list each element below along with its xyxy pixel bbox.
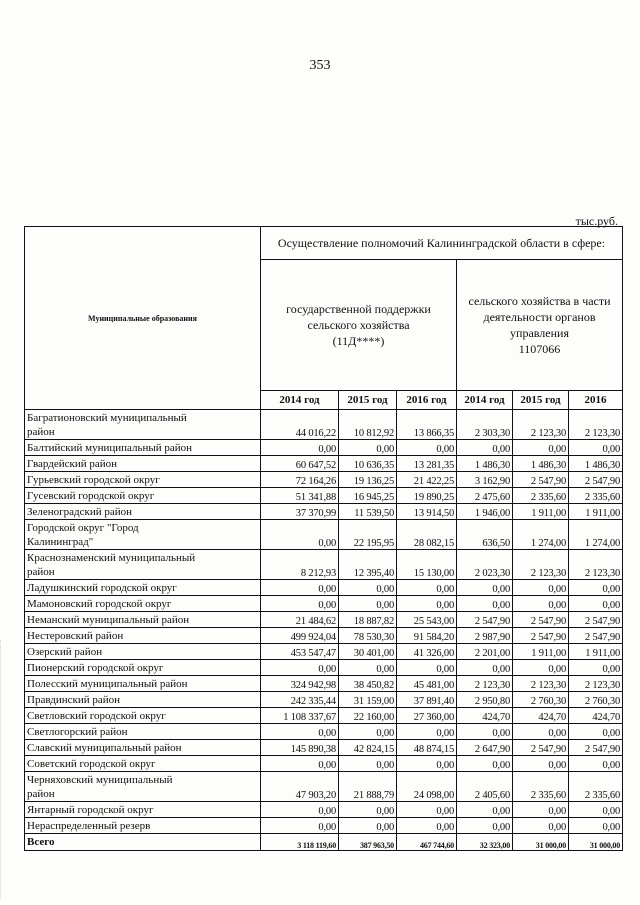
value-cell: 2 547,90 (513, 628, 569, 644)
value-cell: 1 946,00 (457, 504, 513, 520)
municipality-name-line: район (27, 425, 55, 438)
value-cell: 48 874,15 (397, 740, 457, 756)
value-cell: 0,00 (339, 660, 397, 676)
page-number: 353 (309, 58, 331, 73)
value-cell: 11 539,50 (339, 504, 397, 520)
municipality-name-line: Нестеровский район (27, 629, 124, 642)
value-cell: 72 164,26 (261, 472, 339, 488)
municipality-name-line: Городской округ "Город (27, 521, 139, 534)
value-cell: 28 082,15 (397, 520, 457, 550)
value-cell: 2 547,90 (457, 612, 513, 628)
value-cell: 2 547,90 (513, 612, 569, 628)
value-cell: 453 547,47 (261, 644, 339, 660)
value-cell: 2 547,90 (569, 740, 623, 756)
municipality-name-line: Неманский муниципальный район (27, 613, 190, 626)
value-cell: 1 486,30 (513, 456, 569, 472)
value-cell: 0,00 (513, 756, 569, 772)
table-row (25, 628, 623, 644)
municipality-name (25, 596, 261, 612)
value-cell: 2 987,90 (457, 628, 513, 644)
subsidy-header-line: государственной поддержки (286, 302, 431, 316)
municipality-name-line: Светловский городской округ (27, 709, 166, 722)
value-cell: 2 760,30 (569, 692, 623, 708)
total-row (25, 834, 623, 851)
municipality-name-line: Гвардейский район (27, 457, 117, 470)
value-cell: 0,00 (397, 660, 457, 676)
municipality-name-line: Ладушкинский городской округ (27, 581, 177, 594)
table-row (25, 660, 623, 676)
value-cell: 51 341,88 (261, 488, 339, 504)
table-row (25, 724, 623, 740)
value-cell: 0,00 (513, 724, 569, 740)
value-cell: 0,00 (397, 818, 457, 834)
value-cell: 0,00 (261, 580, 339, 596)
table-row (25, 772, 623, 802)
value-cell: 2 547,90 (569, 628, 623, 644)
table-row (25, 456, 623, 472)
value-cell: 30 401,00 (339, 644, 397, 660)
municipality-name-line: Мамоновский городской округ (27, 597, 172, 610)
table-row (25, 410, 623, 440)
municipality-name (25, 772, 261, 802)
value-cell: 424,70 (457, 708, 513, 724)
table-row (25, 472, 623, 488)
value-cell: 424,70 (569, 708, 623, 724)
value-cell: 2 123,30 (569, 550, 623, 580)
value-cell: 0,00 (397, 440, 457, 456)
value-cell: 1 486,30 (569, 456, 623, 472)
value-cell: 21 422,25 (397, 472, 457, 488)
value-cell: 0,00 (339, 440, 397, 456)
value-cell: 0,00 (397, 724, 457, 740)
year-header: 2014 год (457, 391, 513, 410)
group-header: Осуществление полномочий Калининградской области в сфере: (261, 227, 623, 260)
year-header: 2014 год (261, 391, 339, 410)
value-cell: 145 890,38 (261, 740, 339, 756)
value-cell: 2 201,00 (457, 644, 513, 660)
value-cell: 24 098,00 (397, 772, 457, 802)
table-row (25, 488, 623, 504)
year-header: 2016 год (397, 391, 457, 410)
subsidy-header-line: (11Д****) (332, 334, 385, 348)
value-cell: 31 159,00 (339, 692, 397, 708)
value-cell: 0,00 (261, 660, 339, 676)
value-cell: 27 360,00 (397, 708, 457, 724)
value-cell: 37 370,99 (261, 504, 339, 520)
value-cell: 0,00 (457, 660, 513, 676)
value-cell: 0,00 (457, 440, 513, 456)
municipality-name (25, 644, 261, 660)
value-cell: 0,00 (261, 802, 339, 818)
municipality-name-line: Советский городской округ (27, 757, 156, 770)
municipality-name-line: район (27, 565, 55, 578)
value-cell: 0,00 (339, 818, 397, 834)
subsidy-header-line: управления (510, 326, 569, 340)
unit-label: тыс.руб. (575, 214, 618, 228)
value-cell: 2 335,60 (513, 772, 569, 802)
municipality-name (25, 410, 261, 440)
value-cell: 2 950,80 (457, 692, 513, 708)
value-cell: 0,00 (339, 580, 397, 596)
year-header: 2015 год (339, 391, 397, 410)
value-cell: 0,00 (569, 802, 623, 818)
value-cell: 15 130,00 (397, 550, 457, 580)
subsidy-header-line: 1107066 (518, 342, 561, 356)
municipality-name-line: Правдинский район (27, 693, 121, 706)
value-cell: 2 647,90 (457, 740, 513, 756)
municipality-name-line: Черняховский муниципальный (27, 773, 173, 786)
value-cell: 41 326,00 (397, 644, 457, 660)
total-value-cell: 32 323,00 (457, 834, 513, 851)
value-cell: 21 888,79 (339, 772, 397, 802)
municipality-name-line: Багратионовский муниципальный (27, 411, 187, 424)
value-cell: 25 543,00 (397, 612, 457, 628)
value-cell: 0,00 (457, 724, 513, 740)
municipality-name-line: Балтийский муниципальный район (27, 441, 193, 454)
municipality-name-line: Озерский район (27, 645, 103, 658)
municipality-name (25, 612, 261, 628)
table-row (25, 504, 623, 520)
value-cell: 2 547,90 (513, 472, 569, 488)
value-cell: 0,00 (261, 756, 339, 772)
municipality-name (25, 472, 261, 488)
value-cell: 2 123,30 (457, 676, 513, 692)
value-cell: 60 647,52 (261, 456, 339, 472)
total-value-cell: 3 118 119,60 (261, 834, 339, 851)
value-cell: 10 812,92 (339, 410, 397, 440)
value-cell: 2 023,30 (457, 550, 513, 580)
value-cell: 324 942,98 (261, 676, 339, 692)
municipality-name (25, 708, 261, 724)
value-cell: 0,00 (339, 596, 397, 612)
value-cell: 47 903,20 (261, 772, 339, 802)
table-row (25, 596, 623, 612)
municipality-column-header: Муниципальные образования (25, 227, 261, 410)
value-cell: 0,00 (397, 802, 457, 818)
value-cell: 2 123,30 (513, 676, 569, 692)
value-cell: 1 108 337,67 (261, 708, 339, 724)
table-row (25, 692, 623, 708)
municipality-name-line: Полесский муниципальный район (27, 677, 188, 690)
value-cell: 13 281,35 (397, 456, 457, 472)
municipality-name (25, 692, 261, 708)
value-cell: 0,00 (339, 756, 397, 772)
value-cell: 0,00 (569, 596, 623, 612)
value-cell: 19 890,25 (397, 488, 457, 504)
subsidy-header-line: сельского хозяйства (307, 318, 410, 332)
value-cell: 0,00 (569, 756, 623, 772)
year-header: 2016 (569, 391, 623, 410)
table-row (25, 740, 623, 756)
value-cell: 636,50 (457, 520, 513, 550)
value-cell: 1 274,00 (513, 520, 569, 550)
value-cell: 0,00 (513, 660, 569, 676)
year-header: 2015 год (513, 391, 569, 410)
value-cell: 0,00 (457, 818, 513, 834)
value-cell: 0,00 (261, 818, 339, 834)
total-value-cell: 387 963,50 (339, 834, 397, 851)
table-row (25, 644, 623, 660)
value-cell: 0,00 (457, 596, 513, 612)
value-cell: 2 123,30 (513, 550, 569, 580)
table-row (25, 612, 623, 628)
value-cell: 2 475,60 (457, 488, 513, 504)
value-cell: 2 335,60 (513, 488, 569, 504)
table-body (25, 410, 623, 851)
municipality-name-line: Янтарный городской округ (27, 803, 154, 816)
value-cell: 44 016,22 (261, 410, 339, 440)
total-label: Всего (25, 834, 261, 851)
value-cell: 1 911,00 (513, 504, 569, 520)
value-cell: 0,00 (513, 596, 569, 612)
municipality-name-line: Зеленоградский район (27, 505, 133, 518)
value-cell: 0,00 (513, 580, 569, 596)
table-row (25, 802, 623, 818)
municipality-name (25, 440, 261, 456)
value-cell: 13 914,50 (397, 504, 457, 520)
value-cell: 19 136,25 (339, 472, 397, 488)
value-cell: 0,00 (397, 756, 457, 772)
value-cell: 2 335,60 (569, 488, 623, 504)
value-cell: 0,00 (569, 818, 623, 834)
value-cell: 242 335,44 (261, 692, 339, 708)
value-cell: 45 481,00 (397, 676, 457, 692)
subsidy-header-line: деятельности органов (483, 310, 596, 324)
value-cell: 2 405,60 (457, 772, 513, 802)
municipality-name (25, 504, 261, 520)
value-cell: 0,00 (339, 724, 397, 740)
total-value-cell: 467 744,60 (397, 834, 457, 851)
value-cell: 0,00 (397, 596, 457, 612)
table-row (25, 708, 623, 724)
total-value-cell: 31 000,00 (569, 834, 623, 851)
subsidy-header-agri-management (457, 260, 623, 391)
value-cell: 2 547,90 (513, 740, 569, 756)
value-cell: 18 887,82 (339, 612, 397, 628)
municipality-name-line: Светлогорский район (27, 725, 128, 738)
value-cell: 10 636,35 (339, 456, 397, 472)
value-cell: 37 891,40 (397, 692, 457, 708)
scan-margin-artifact (0, 640, 11, 900)
value-cell: 0,00 (397, 580, 457, 596)
municipality-name (25, 520, 261, 550)
municipality-name (25, 580, 261, 596)
value-cell: 0,00 (513, 440, 569, 456)
total-value-cell: 31 000,00 (513, 834, 569, 851)
value-cell: 1 911,00 (569, 644, 623, 660)
value-cell: 0,00 (457, 580, 513, 596)
value-cell: 8 212,93 (261, 550, 339, 580)
value-cell: 1 911,00 (569, 504, 623, 520)
municipality-name (25, 660, 261, 676)
value-cell: 0,00 (339, 802, 397, 818)
value-cell: 0,00 (261, 520, 339, 550)
value-cell: 2 547,90 (569, 472, 623, 488)
value-cell: 2 123,30 (513, 410, 569, 440)
value-cell: 499 924,04 (261, 628, 339, 644)
table-row (25, 756, 623, 772)
municipality-name-line: Гурьевский городской округ (27, 473, 160, 486)
municipality-name-line: Славский муниципальный район (27, 741, 182, 754)
municipality-name (25, 802, 261, 818)
value-cell: 0,00 (569, 440, 623, 456)
subsidy-header-agri-support (261, 260, 457, 391)
value-cell: 16 945,25 (339, 488, 397, 504)
table-row (25, 818, 623, 834)
table-row (25, 550, 623, 580)
value-cell: 2 123,30 (569, 410, 623, 440)
value-cell: 0,00 (261, 440, 339, 456)
municipality-name (25, 456, 261, 472)
municipality-name-line: Нераспределенный резерв (27, 819, 151, 832)
municipality-name-line: Гусевский городской округ (27, 489, 155, 502)
value-cell: 78 530,30 (339, 628, 397, 644)
value-cell: 12 395,40 (339, 550, 397, 580)
value-cell: 0,00 (457, 802, 513, 818)
table-row (25, 676, 623, 692)
municipality-name (25, 628, 261, 644)
value-cell: 22 160,00 (339, 708, 397, 724)
table-row (25, 580, 623, 596)
value-cell: 91 584,20 (397, 628, 457, 644)
value-cell: 13 866,35 (397, 410, 457, 440)
municipality-name (25, 818, 261, 834)
value-cell: 0,00 (513, 818, 569, 834)
value-cell: 2 123,30 (569, 676, 623, 692)
municipality-name-line: Пионерский городской округ (27, 661, 164, 674)
value-cell: 2 547,90 (569, 612, 623, 628)
value-cell: 38 450,82 (339, 676, 397, 692)
subsidy-header-line: сельского хозяйства в части (468, 294, 611, 308)
value-cell: 0,00 (261, 596, 339, 612)
municipality-name-line: район (27, 787, 55, 800)
municipality-name (25, 740, 261, 756)
value-cell: 1 911,00 (513, 644, 569, 660)
value-cell: 2 335,60 (569, 772, 623, 802)
municipality-name (25, 550, 261, 580)
value-cell: 42 824,15 (339, 740, 397, 756)
value-cell: 0,00 (513, 802, 569, 818)
municipality-name (25, 488, 261, 504)
budget-table (24, 226, 623, 851)
value-cell: 0,00 (457, 756, 513, 772)
value-cell: 0,00 (569, 580, 623, 596)
value-cell: 424,70 (513, 708, 569, 724)
table-row (25, 440, 623, 456)
value-cell: 3 162,90 (457, 472, 513, 488)
municipality-name (25, 676, 261, 692)
value-cell: 0,00 (261, 724, 339, 740)
value-cell: 21 484,62 (261, 612, 339, 628)
table-row (25, 520, 623, 550)
value-cell: 1 486,30 (457, 456, 513, 472)
value-cell: 0,00 (569, 724, 623, 740)
municipality-name-line: Калининград" (27, 535, 94, 548)
municipality-name (25, 724, 261, 740)
value-cell: 2 303,30 (457, 410, 513, 440)
municipality-name (25, 756, 261, 772)
value-cell: 0,00 (569, 660, 623, 676)
value-cell: 22 195,95 (339, 520, 397, 550)
value-cell: 2 760,30 (513, 692, 569, 708)
municipality-name-line: Краснознаменский муниципальный (27, 551, 196, 564)
value-cell: 1 274,00 (569, 520, 623, 550)
